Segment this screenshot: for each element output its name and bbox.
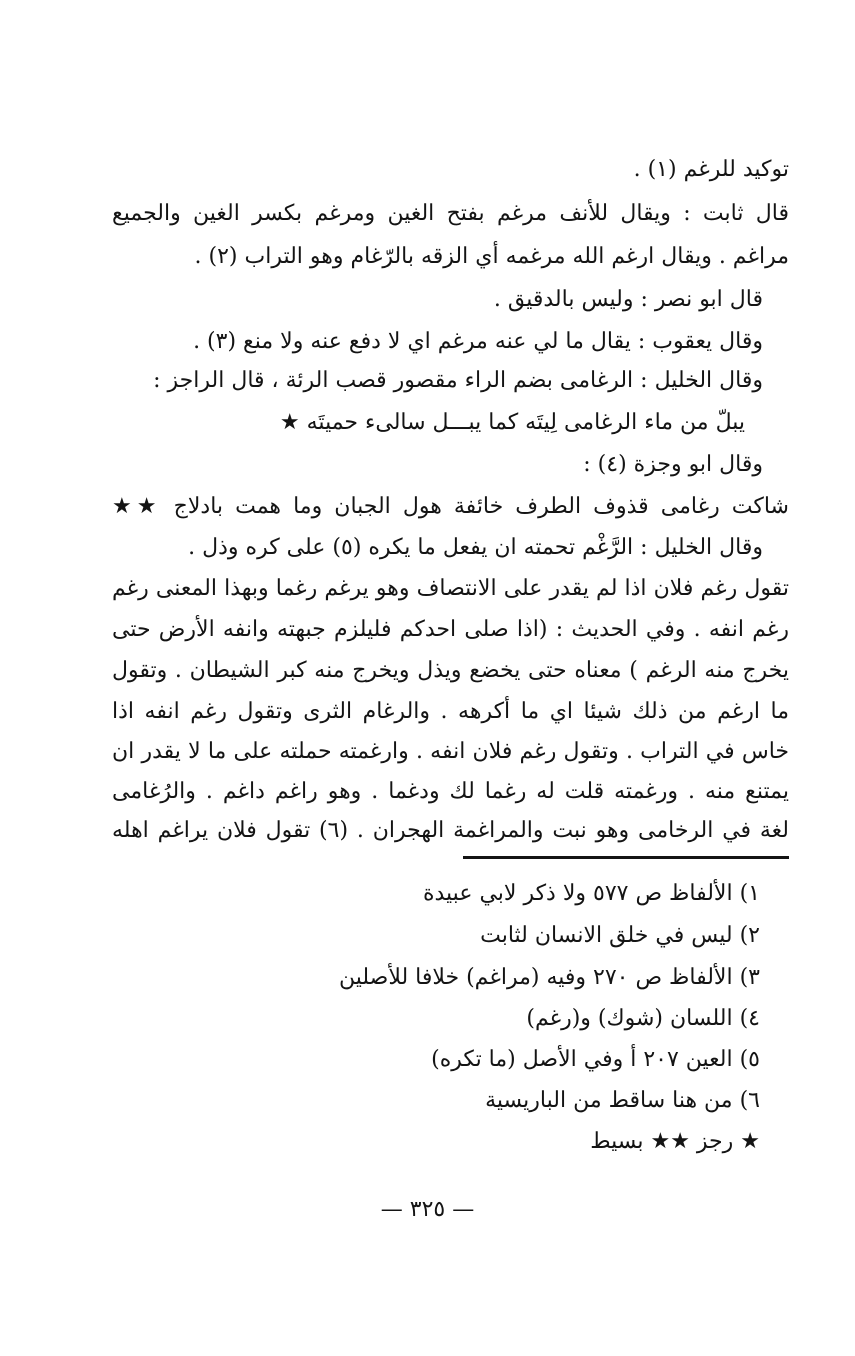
footnote-5: ٥) العين ٢٠٧ أ وفي الأصل (ما تكره) <box>431 1047 760 1072</box>
text-line-14: ما ارغم من ذلك شيئا اي ما أكرهه . والرغام الثرى وتقول رغم انفه اذا <box>112 699 789 724</box>
text-line-4: قال ابو نصر : وليس بالدقيق . <box>493 287 763 312</box>
text-line-17: لغة في الرخامى وهو نبت والمراغمة الهجران . (٦) تقول فلان يراغم اهله <box>112 818 789 843</box>
meter-legend: ★ رجز ★★ بسيط <box>590 1129 760 1154</box>
text-line-2: قال ثابت : ويقال للأنف مرغم بفتح الغين ومرغم بكسر الغين والجميع <box>112 201 789 226</box>
verse-line-1: يبلّ من ماء الرغامى لِيتَه كما يبـــل سالىء حميتَه ★ <box>279 410 745 435</box>
text-line-13: يخرج منه الرغم ) معناه حتى يخضع ويذل ويخرج منه كبر الشيطان . وتقول <box>112 658 789 683</box>
text-line-11: تقول رغم فلان اذا لم يقدر على الانتصاف وهو يرغم رغما وبهذا المعنى رغم <box>112 576 789 601</box>
text-line-3: مراغم . ويقال ارغم الله مرغمه أي الزقه بالرّغام وهو التراب (٢) . <box>194 244 789 269</box>
text-line-12: رغم انفه . وفي الحديث : (اذا صلى احدكم فليلزم جبهته وانفه الأرض حتى <box>112 617 789 642</box>
verse-line-2: شاكت رغامى قذوف الطرف خائفة هول الجبان وما همت بادلاج ★★ <box>112 494 789 519</box>
footnote-1: ١) الألفاظ ص ٥٧٧ ولا ذكر لابي عبيدة <box>422 881 760 906</box>
text-line-8: وقال ابو وجزة (٤) : <box>583 452 763 477</box>
footnote-2: ٢) ليس في خلق الانسان لثابت <box>480 923 760 948</box>
text-line-5: وقال يعقوب : يقال ما لي عنه مرغم اي لا دفع عنه ولا منع (٣) . <box>193 329 763 354</box>
footnote-divider <box>463 856 789 859</box>
text-line-1: توكيد للرغم (١) . <box>633 157 789 182</box>
footnote-3: ٣) الألفاظ ص ٢٧٠ وفيه (مراغم) خلافا للأصلين <box>338 965 760 990</box>
text-line-6: وقال الخليل : الرغامى بضم الراء مقصور قصب الرئة ، قال الراجز : <box>153 368 763 393</box>
text-line-16: يمتنع منه . ورغمته قلت له رغما لك ودغما . وهو راغم داغم . والرُغامى <box>112 779 789 804</box>
footnote-4: ٤) اللسان (شوك) و(رغم) <box>526 1006 760 1031</box>
text-line-10: وقال الخليل : الرَّغْم تحمته ان يفعل ما يكره (٥) على كره وذل . <box>188 535 763 560</box>
text-line-15: خاس في التراب . وتقول رغم فلان انفه . وارغمته حملته على ما لا يقدر ان <box>112 739 789 764</box>
page-number: — ٣٢٥ — <box>380 1197 475 1222</box>
footnote-6: ٦) من هنا ساقط من الباريسية <box>485 1088 760 1113</box>
